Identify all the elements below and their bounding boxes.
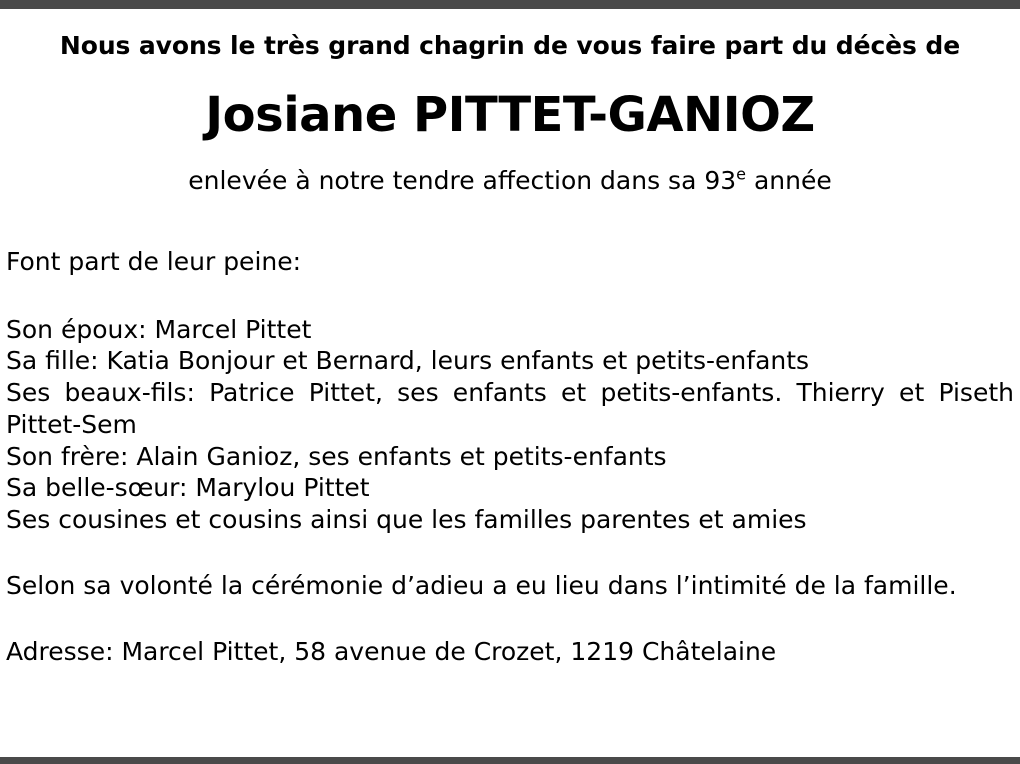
notice-content bbox=[0, 9, 1020, 667]
mourner-line: Son époux: Marcel Pittet bbox=[6, 314, 312, 344]
bottom-divider-rule bbox=[0, 757, 1020, 764]
age-line-suffix: année bbox=[746, 165, 832, 195]
mourner-line: Sa belle-sœur: Marylou Pittet bbox=[6, 473, 370, 503]
notice-header bbox=[4, 9, 1016, 196]
top-divider-rule bbox=[0, 0, 1020, 9]
mourner-line: Sa fille: Katia Bonjour et Bernard, leurs enfants et petits-enfants bbox=[6, 346, 810, 376]
ceremony-note: Selon sa volonté la cérémonie d’adieu a eu lieu dans l’intimité de la famille. bbox=[6, 570, 957, 600]
spacer-before-ceremony bbox=[6, 536, 1016, 570]
contact-address: Adresse: Marcel Pittet, 58 avenue de Crozet, 1219 Châtelaine bbox=[6, 636, 777, 666]
mourners-intro: Font part de leur peine: bbox=[6, 246, 302, 276]
spacer-before-address bbox=[6, 602, 1016, 636]
mourners-list bbox=[6, 314, 1016, 536]
age-line bbox=[4, 166, 1016, 196]
age-line-prefix: enlevée à notre tendre affection dans sa 93 bbox=[188, 165, 737, 195]
announcement-intro-text: Nous avons le très grand chagrin de vous faire part du décès de bbox=[59, 31, 961, 60]
deceased-name: Josiane PITTET-GANIOZ bbox=[205, 87, 815, 143]
mourner-line: Ses cousines et cousins ainsi que les familles parentes et amies bbox=[6, 505, 807, 535]
mourner-line: Ses beaux-fils: Patrice Pittet, ses enfants et petits-enfants. Thierry et Piseth Pittet-Sem bbox=[6, 378, 1014, 439]
spacer-after-intro bbox=[6, 278, 1016, 314]
notice-body bbox=[4, 246, 1016, 668]
mourner-line: Son frère: Alain Ganioz, ses enfants et petits-enfants bbox=[6, 441, 667, 471]
age-ordinal-suffix: e bbox=[736, 164, 746, 184]
